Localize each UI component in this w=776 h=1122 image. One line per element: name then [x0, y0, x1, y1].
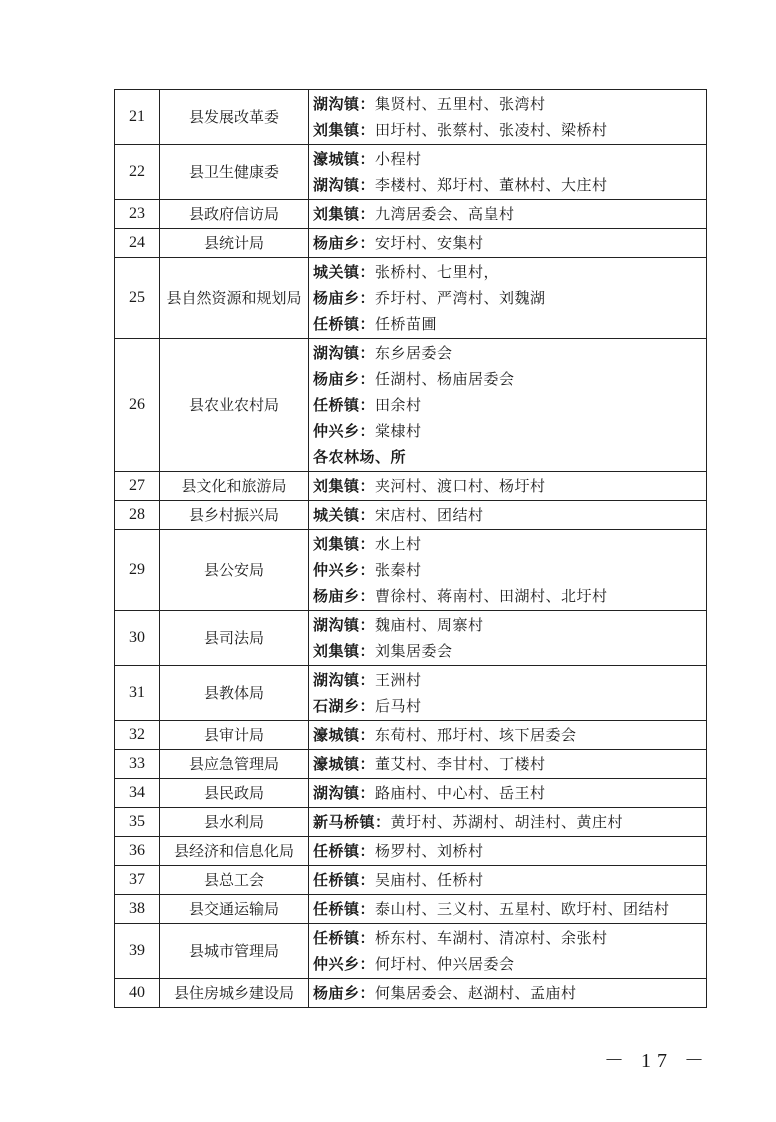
table-row: [115, 90, 707, 145]
town-name: 杨庙乡：: [313, 370, 376, 388]
assigned-areas: [309, 895, 707, 924]
area-line: [313, 838, 702, 864]
area-line: [313, 751, 702, 777]
village-list: 水上村: [375, 535, 422, 553]
town-name: 杨庙乡：: [313, 234, 376, 252]
town-name: 刘集镇：: [313, 477, 376, 495]
town-name: 城关镇：: [313, 263, 376, 281]
assigned-areas: [309, 979, 707, 1008]
assignment-table: [114, 89, 707, 1008]
row-number: 25: [115, 258, 160, 339]
area-line: [313, 392, 702, 418]
town-name: 杨庙乡：: [313, 289, 376, 307]
row-number: 27: [115, 472, 160, 501]
village-list: 小程村: [375, 150, 422, 168]
department-name: 县经济和信息化局: [160, 837, 309, 866]
table-row: [115, 750, 707, 779]
village-list: 张桥村、七里村，: [375, 263, 500, 281]
village-list: 杨罗村、刘桥村: [375, 842, 484, 860]
assigned-areas: [309, 200, 707, 229]
area-line: [313, 638, 702, 664]
assigned-areas: [309, 866, 707, 895]
row-number: 26: [115, 339, 160, 472]
department-name: 县住房城乡建设局: [160, 979, 309, 1008]
town-name: 湖沟镇：: [313, 344, 376, 362]
area-line: [313, 583, 702, 609]
area-line: [313, 259, 702, 285]
department-name: 县应急管理局: [160, 750, 309, 779]
table-row: [115, 666, 707, 721]
town-name: 濠城镇：: [313, 726, 376, 744]
assigned-areas: [309, 258, 707, 339]
area-line: [313, 722, 702, 748]
department-name: 县政府信访局: [160, 200, 309, 229]
department-name: 县公安局: [160, 530, 309, 611]
department-name: 县统计局: [160, 229, 309, 258]
row-number: 23: [115, 200, 160, 229]
table-row: [115, 611, 707, 666]
area-line: [313, 418, 702, 444]
table-row: [115, 979, 707, 1008]
area-line: [313, 867, 702, 893]
department-name: 县水利局: [160, 808, 309, 837]
area-line: [313, 117, 702, 143]
row-number: 32: [115, 721, 160, 750]
area-line: [313, 925, 702, 951]
table-row: [115, 721, 707, 750]
town-name: 濠城镇：: [313, 150, 376, 168]
assigned-areas: [309, 90, 707, 145]
table-row: [115, 229, 707, 258]
row-number: 35: [115, 808, 160, 837]
village-list: 任湖村、杨庙居委会: [375, 370, 515, 388]
town-name: 石湖乡：: [313, 697, 376, 715]
area-line: [313, 531, 702, 557]
row-number: 34: [115, 779, 160, 808]
table-row: [115, 145, 707, 200]
area-line: [313, 612, 702, 638]
town-name: 城关镇：: [313, 506, 376, 524]
town-name: 刘集镇：: [313, 535, 376, 553]
area-line: [313, 201, 702, 227]
row-number: 30: [115, 611, 160, 666]
town-name: 刘集镇：: [313, 205, 376, 223]
town-name: 湖沟镇：: [313, 95, 376, 113]
village-list: 田圩村、张蔡村、张凌村、梁桥村: [375, 121, 608, 139]
village-list: 东乡居委会: [375, 344, 453, 362]
town-name: 湖沟镇：: [313, 176, 376, 194]
department-name: 县总工会: [160, 866, 309, 895]
area-line: [313, 230, 702, 256]
town-name: 仲兴乡：: [313, 561, 376, 579]
village-list: 泰山村、三义村、五星村、欧圩村、团结村: [375, 900, 670, 918]
assigned-areas: [309, 837, 707, 866]
assigned-areas: [309, 779, 707, 808]
town-name: 杨庙乡：: [313, 984, 376, 1002]
area-line: [313, 693, 702, 719]
assigned-areas: [309, 339, 707, 472]
area-line: [313, 667, 702, 693]
area-line: [313, 444, 702, 470]
department-name: 县农业农村局: [160, 339, 309, 472]
area-line: [313, 557, 702, 583]
village-list: 后马村: [375, 697, 422, 715]
row-number: 40: [115, 979, 160, 1008]
table-row: [115, 808, 707, 837]
assignment-table-body: [115, 90, 707, 1008]
row-number: 24: [115, 229, 160, 258]
area-line: [313, 809, 702, 835]
row-number: 28: [115, 501, 160, 530]
town-name: 仲兴乡：: [313, 955, 376, 973]
town-name: 任桥镇：: [313, 315, 376, 333]
village-list: 路庙村、中心村、岳王村: [375, 784, 546, 802]
department-name: 县交通运输局: [160, 895, 309, 924]
village-list: 魏庙村、周寨村: [375, 616, 484, 634]
assigned-areas: [309, 808, 707, 837]
department-name: 县文化和旅游局: [160, 472, 309, 501]
department-name: 县卫生健康委: [160, 145, 309, 200]
row-number: 36: [115, 837, 160, 866]
town-name: 刘集镇：: [313, 642, 376, 660]
row-number: 38: [115, 895, 160, 924]
table-row: [115, 258, 707, 339]
row-number: 33: [115, 750, 160, 779]
department-name: 县城市管理局: [160, 924, 309, 979]
assigned-areas: [309, 530, 707, 611]
row-number: 31: [115, 666, 160, 721]
assigned-areas: [309, 472, 707, 501]
assigned-areas: [309, 611, 707, 666]
town-name: 仲兴乡：: [313, 422, 376, 440]
area-line: [313, 172, 702, 198]
village-list: 宋店村、团结村: [375, 506, 484, 524]
village-list: 王洲村: [375, 671, 422, 689]
department-name: 县乡村振兴局: [160, 501, 309, 530]
table-row: [115, 339, 707, 472]
town-name: 任桥镇：: [313, 900, 376, 918]
village-list: 吴庙村、任桥村: [375, 871, 484, 889]
village-list: 何圩村、仲兴居委会: [375, 955, 515, 973]
assigned-areas: [309, 145, 707, 200]
village-list: 东荀村、邢圩村、垓下居委会: [375, 726, 577, 744]
village-list: 李楼村、郑圩村、董林村、大庄村: [375, 176, 608, 194]
table-row: [115, 837, 707, 866]
village-list: 桥东村、车湖村、清凉村、余张村: [375, 929, 608, 947]
town-name: 各农林场、所: [313, 448, 407, 466]
department-name: 县审计局: [160, 721, 309, 750]
area-line: [313, 340, 702, 366]
table-row: [115, 501, 707, 530]
town-name: 湖沟镇：: [313, 784, 376, 802]
town-name: 任桥镇：: [313, 929, 376, 947]
village-list: 黄圩村、苏湖村、胡洼村、黄庄村: [390, 813, 624, 831]
village-list: 棠棣村: [375, 422, 422, 440]
assigned-areas: [309, 924, 707, 979]
department-name: 县民政局: [160, 779, 309, 808]
row-number: 39: [115, 924, 160, 979]
area-line: [313, 473, 702, 499]
town-name: 刘集镇：: [313, 121, 376, 139]
village-list: 何集居委会、赵湖村、孟庙村: [375, 984, 577, 1002]
assigned-areas: [309, 750, 707, 779]
village-list: 乔圩村、严湾村、刘魏湖: [375, 289, 546, 307]
village-list: 任桥苗圃: [375, 315, 438, 333]
village-list: 集贤村、五里村、张湾村: [375, 95, 546, 113]
table-row: [115, 472, 707, 501]
town-name: 湖沟镇：: [313, 616, 376, 634]
area-line: [313, 285, 702, 311]
area-line: [313, 91, 702, 117]
assigned-areas: [309, 229, 707, 258]
area-line: [313, 951, 702, 977]
area-line: [313, 980, 702, 1006]
table-row: [115, 530, 707, 611]
village-list: 九湾居委会、高皇村: [375, 205, 515, 223]
village-list: 田余村: [375, 396, 422, 414]
town-name: 新马桥镇：: [313, 813, 391, 831]
department-name: 县自然资源和规划局: [160, 258, 309, 339]
area-line: [313, 311, 702, 337]
table-row: [115, 866, 707, 895]
assigned-areas: [309, 501, 707, 530]
town-name: 任桥镇：: [313, 842, 376, 860]
table-row: [115, 779, 707, 808]
assigned-areas: [309, 721, 707, 750]
area-line: [313, 146, 702, 172]
village-list: 董艾村、李甘村、丁楼村: [375, 755, 546, 773]
village-list: 夹河村、渡口村、杨圩村: [375, 477, 546, 495]
department-name: 县教体局: [160, 666, 309, 721]
assigned-areas: [309, 666, 707, 721]
row-number: 21: [115, 90, 160, 145]
town-name: 任桥镇：: [313, 871, 376, 889]
area-line: [313, 366, 702, 392]
row-number: 29: [115, 530, 160, 611]
area-line: [313, 502, 702, 528]
village-list: 安圩村、安集村: [375, 234, 484, 252]
page-number: － 17 －: [604, 1050, 710, 1072]
town-name: 任桥镇：: [313, 396, 376, 414]
area-line: [313, 896, 702, 922]
village-list: 曹徐村、蒋南村、田湖村、北圩村: [375, 587, 608, 605]
table-row: [115, 200, 707, 229]
village-list: 刘集居委会: [375, 642, 453, 660]
department-name: 县发展改革委: [160, 90, 309, 145]
row-number: 22: [115, 145, 160, 200]
town-name: 湖沟镇：: [313, 671, 376, 689]
table-row: [115, 924, 707, 979]
town-name: 杨庙乡：: [313, 587, 376, 605]
town-name: 濠城镇：: [313, 755, 376, 773]
department-name: 县司法局: [160, 611, 309, 666]
row-number: 37: [115, 866, 160, 895]
area-line: [313, 780, 702, 806]
village-list: 张秦村: [375, 561, 422, 579]
table-row: [115, 895, 707, 924]
